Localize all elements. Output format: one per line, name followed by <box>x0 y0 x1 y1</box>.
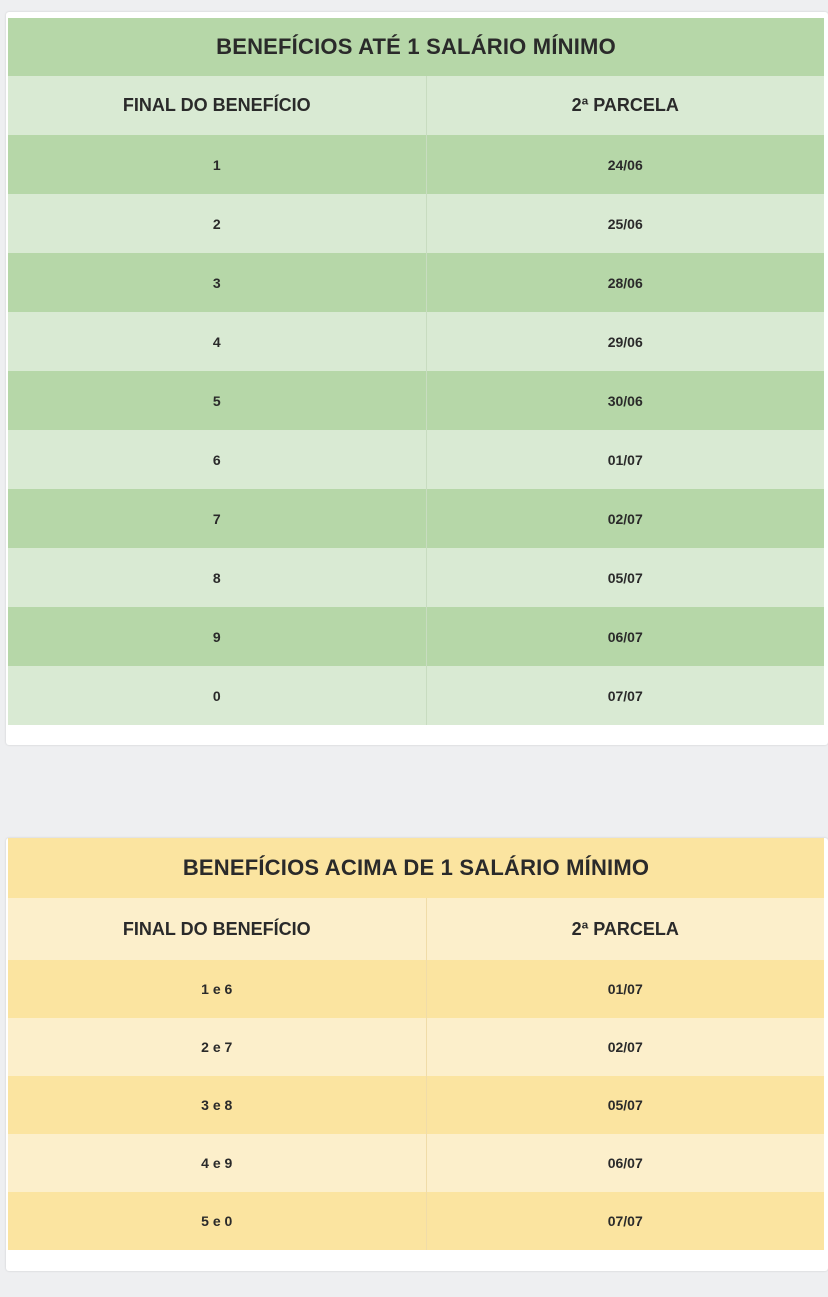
table-row <box>8 312 824 371</box>
benefits-table-ate-1-salario <box>8 18 824 725</box>
cell-date: 05/07 <box>426 1076 824 1134</box>
cell-date: 06/07 <box>426 607 824 666</box>
table-row <box>8 253 824 312</box>
table-title: BENEFÍCIOS ACIMA DE 1 SALÁRIO MÍNIMO <box>8 838 824 898</box>
cell-date: 25/06 <box>426 194 824 253</box>
table-row <box>8 960 824 1018</box>
cell-final: 4 <box>8 312 426 371</box>
cell-final: 1 <box>8 135 426 194</box>
table-header-row <box>8 76 824 135</box>
cell-date: 02/07 <box>426 489 824 548</box>
column-header-parcela: 2ª PARCELA <box>426 76 824 135</box>
table-title-row <box>8 18 824 76</box>
column-header-parcela: 2ª PARCELA <box>426 898 824 960</box>
cell-date: 05/07 <box>426 548 824 607</box>
cell-date: 07/07 <box>426 666 824 725</box>
table-title-row <box>8 838 824 898</box>
cell-date: 02/07 <box>426 1018 824 1076</box>
table-row <box>8 489 824 548</box>
cell-date: 06/07 <box>426 1134 824 1192</box>
cell-final: 8 <box>8 548 426 607</box>
table-row <box>8 1192 824 1250</box>
cell-date: 29/06 <box>426 312 824 371</box>
cell-final: 3 <box>8 253 426 312</box>
table-row <box>8 1076 824 1134</box>
cell-date: 01/07 <box>426 960 824 1018</box>
cell-final: 4 e 9 <box>8 1134 426 1192</box>
cell-date: 28/06 <box>426 253 824 312</box>
table-row <box>8 1018 824 1076</box>
table-title: BENEFÍCIOS ATÉ 1 SALÁRIO MÍNIMO <box>8 18 824 76</box>
cell-final: 2 e 7 <box>8 1018 426 1076</box>
table-card-ate-1-salario <box>6 12 828 745</box>
table-row <box>8 371 824 430</box>
cell-final: 0 <box>8 666 426 725</box>
table-header-row <box>8 898 824 960</box>
table-row <box>8 430 824 489</box>
cell-final: 6 <box>8 430 426 489</box>
column-header-final: FINAL DO BENEFÍCIO <box>8 76 426 135</box>
table-row <box>8 194 824 253</box>
cell-final: 1 e 6 <box>8 960 426 1018</box>
column-header-final: FINAL DO BENEFÍCIO <box>8 898 426 960</box>
table-row <box>8 666 824 725</box>
table-row <box>8 548 824 607</box>
table-row <box>8 135 824 194</box>
cell-final: 5 e 0 <box>8 1192 426 1250</box>
cell-final: 9 <box>8 607 426 666</box>
cell-date: 01/07 <box>426 430 824 489</box>
cell-final: 2 <box>8 194 426 253</box>
cell-final: 7 <box>8 489 426 548</box>
benefits-table-acima-1-salario <box>8 838 824 1250</box>
table-card-acima-1-salario <box>6 838 828 1271</box>
table-row <box>8 1134 824 1192</box>
cell-date: 07/07 <box>426 1192 824 1250</box>
cell-date: 24/06 <box>426 135 824 194</box>
cell-final: 3 e 8 <box>8 1076 426 1134</box>
cell-date: 30/06 <box>426 371 824 430</box>
cell-final: 5 <box>8 371 426 430</box>
table-row <box>8 607 824 666</box>
